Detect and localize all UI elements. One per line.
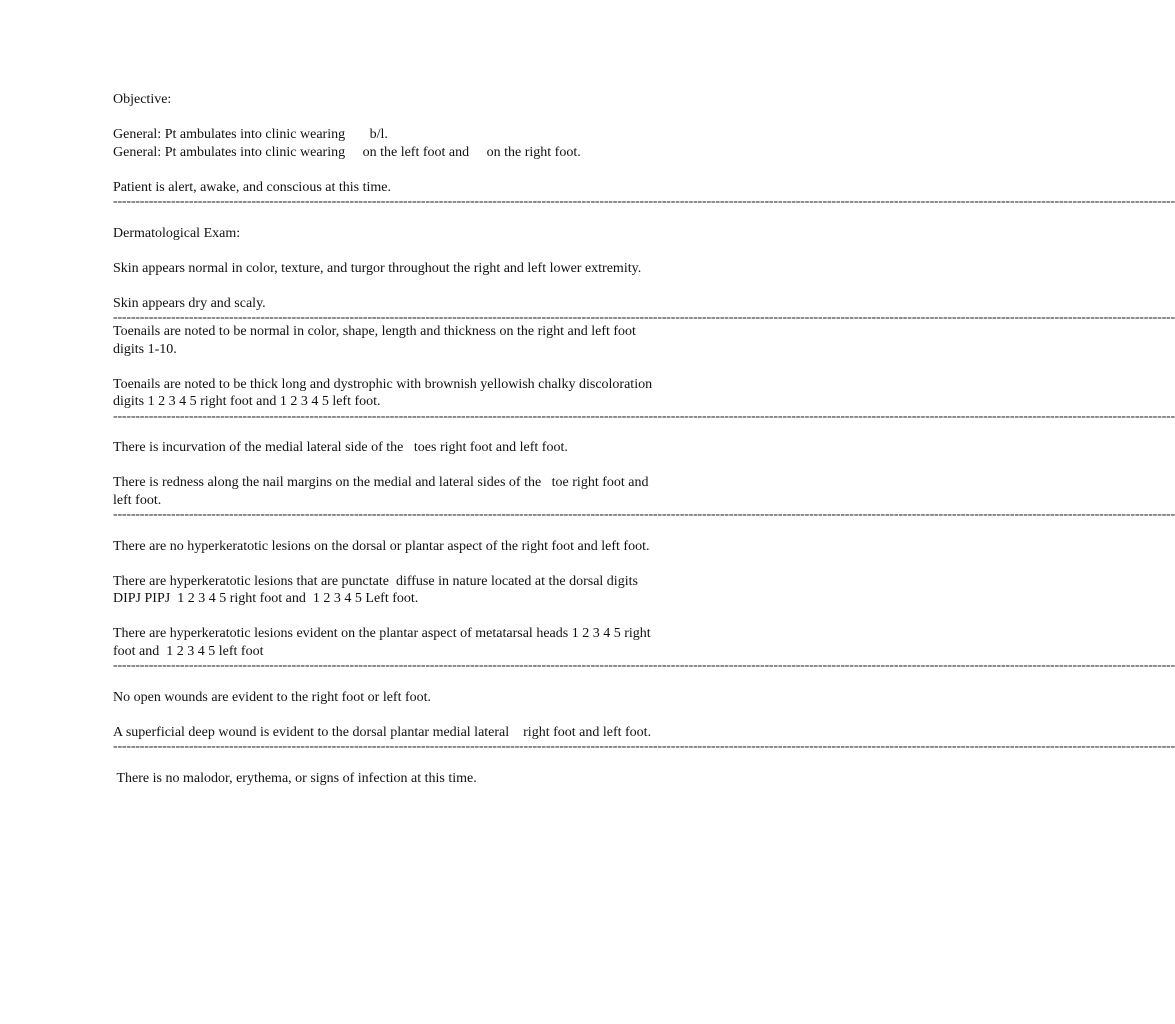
section-divider: ----------------------------------------------------------------------------------------------------------------------------------------------------------------------------------------------------------------------------------------------: [113, 739, 1175, 754]
section-divider: ----------------------------------------------------------------------------------------------------------------------------------------------------------------------------------------------------------------------------------------------: [113, 310, 1175, 325]
section-divider: ----------------------------------------------------------------------------------------------------------------------------------------------------------------------------------------------------------------------------------------------: [113, 507, 1175, 522]
section-divider: ----------------------------------------------------------------------------------------------------------------------------------------------------------------------------------------------------------------------------------------------: [113, 658, 1175, 673]
spacer: [113, 555, 658, 573]
spacer: [113, 277, 658, 295]
spacer: [113, 520, 658, 538]
spacer: [113, 207, 658, 225]
spacer: [113, 671, 658, 689]
section-divider: ----------------------------------------------------------------------------------------------------------------------------------------------------------------------------------------------------------------------------------------------: [113, 194, 1175, 209]
skin-normal-paragraph: Skin appears normal in color, texture, and turgor throughout the right and left lower extremity.: [113, 260, 642, 276]
spacer: [113, 457, 658, 475]
general-line-bilateral: General: Pt ambulates into clinic wearing b/l.: [113, 127, 388, 142]
hyperkeratotic-dorsal-paragraph: There are hyperkeratotic lesions that are punctate diffuse in nature located at the dorsal digits DIPJ PIPJ 1 2 3 4 5 right foot and 1 2 3 4 5 Left foot.: [113, 573, 642, 606]
toenails-thick-paragraph: Toenails are noted to be thick long and dystrophic with brownish yellowish chalky discoloration digits 1 2 3 4 5 right foot and 1 2 3 4 5 left foot.: [113, 376, 656, 409]
toenails-normal-paragraph: Toenails are noted to be normal in color, shape, length and thickness on the right and left foot digits 1-10.: [113, 324, 640, 357]
spacer: [113, 161, 658, 179]
spacer: [113, 109, 658, 127]
redness-paragraph: There is redness along the nail margins on the medial and lateral sides of the toe right foot and left foot.: [113, 475, 652, 508]
alert-status-line: Patient is alert, awake, and conscious at this time.: [113, 179, 391, 195]
skin-dry-paragraph: Skin appears dry and scaly.: [113, 295, 266, 311]
spacer: [113, 608, 658, 626]
objective-heading: Objective:: [113, 92, 172, 107]
spacer: [113, 358, 658, 376]
superficial-wound-paragraph: A superficial deep wound is evident to the dorsal plantar medial lateral right foot and left foot.: [113, 724, 652, 740]
no-malodor-paragraph: There is no malodor, erythema, or signs of infection at this time.: [113, 770, 477, 786]
general-line-left-right: General: Pt ambulates into clinic wearing on the left foot and on the right foot.: [113, 144, 581, 160]
spacer: [113, 242, 658, 260]
dermatological-exam-heading: Dermatological Exam:: [113, 225, 241, 241]
no-open-wounds-paragraph: No open wounds are evident to the right foot or left foot.: [113, 689, 432, 705]
hyperkeratotic-plantar-paragraph: There are hyperkeratotic lesions evident on the plantar aspect of metatarsal heads 1 2 3 4 5 right foot and 1 2 3 4 5 left foot: [113, 626, 655, 659]
spacer: [113, 706, 658, 724]
spacer: [113, 422, 658, 440]
incurvation-paragraph: There is incurvation of the medial lateral side of the toes right foot and left foot.: [113, 440, 568, 455]
spacer: [113, 752, 658, 770]
document-page: [113, 91, 1175, 787]
no-hyperkeratotic-paragraph: There are no hyperkeratotic lesions on the dorsal or plantar aspect of the right foot and left foot.: [113, 538, 650, 554]
section-divider: ----------------------------------------------------------------------------------------------------------------------------------------------------------------------------------------------------------------------------------------------: [113, 408, 1175, 424]
